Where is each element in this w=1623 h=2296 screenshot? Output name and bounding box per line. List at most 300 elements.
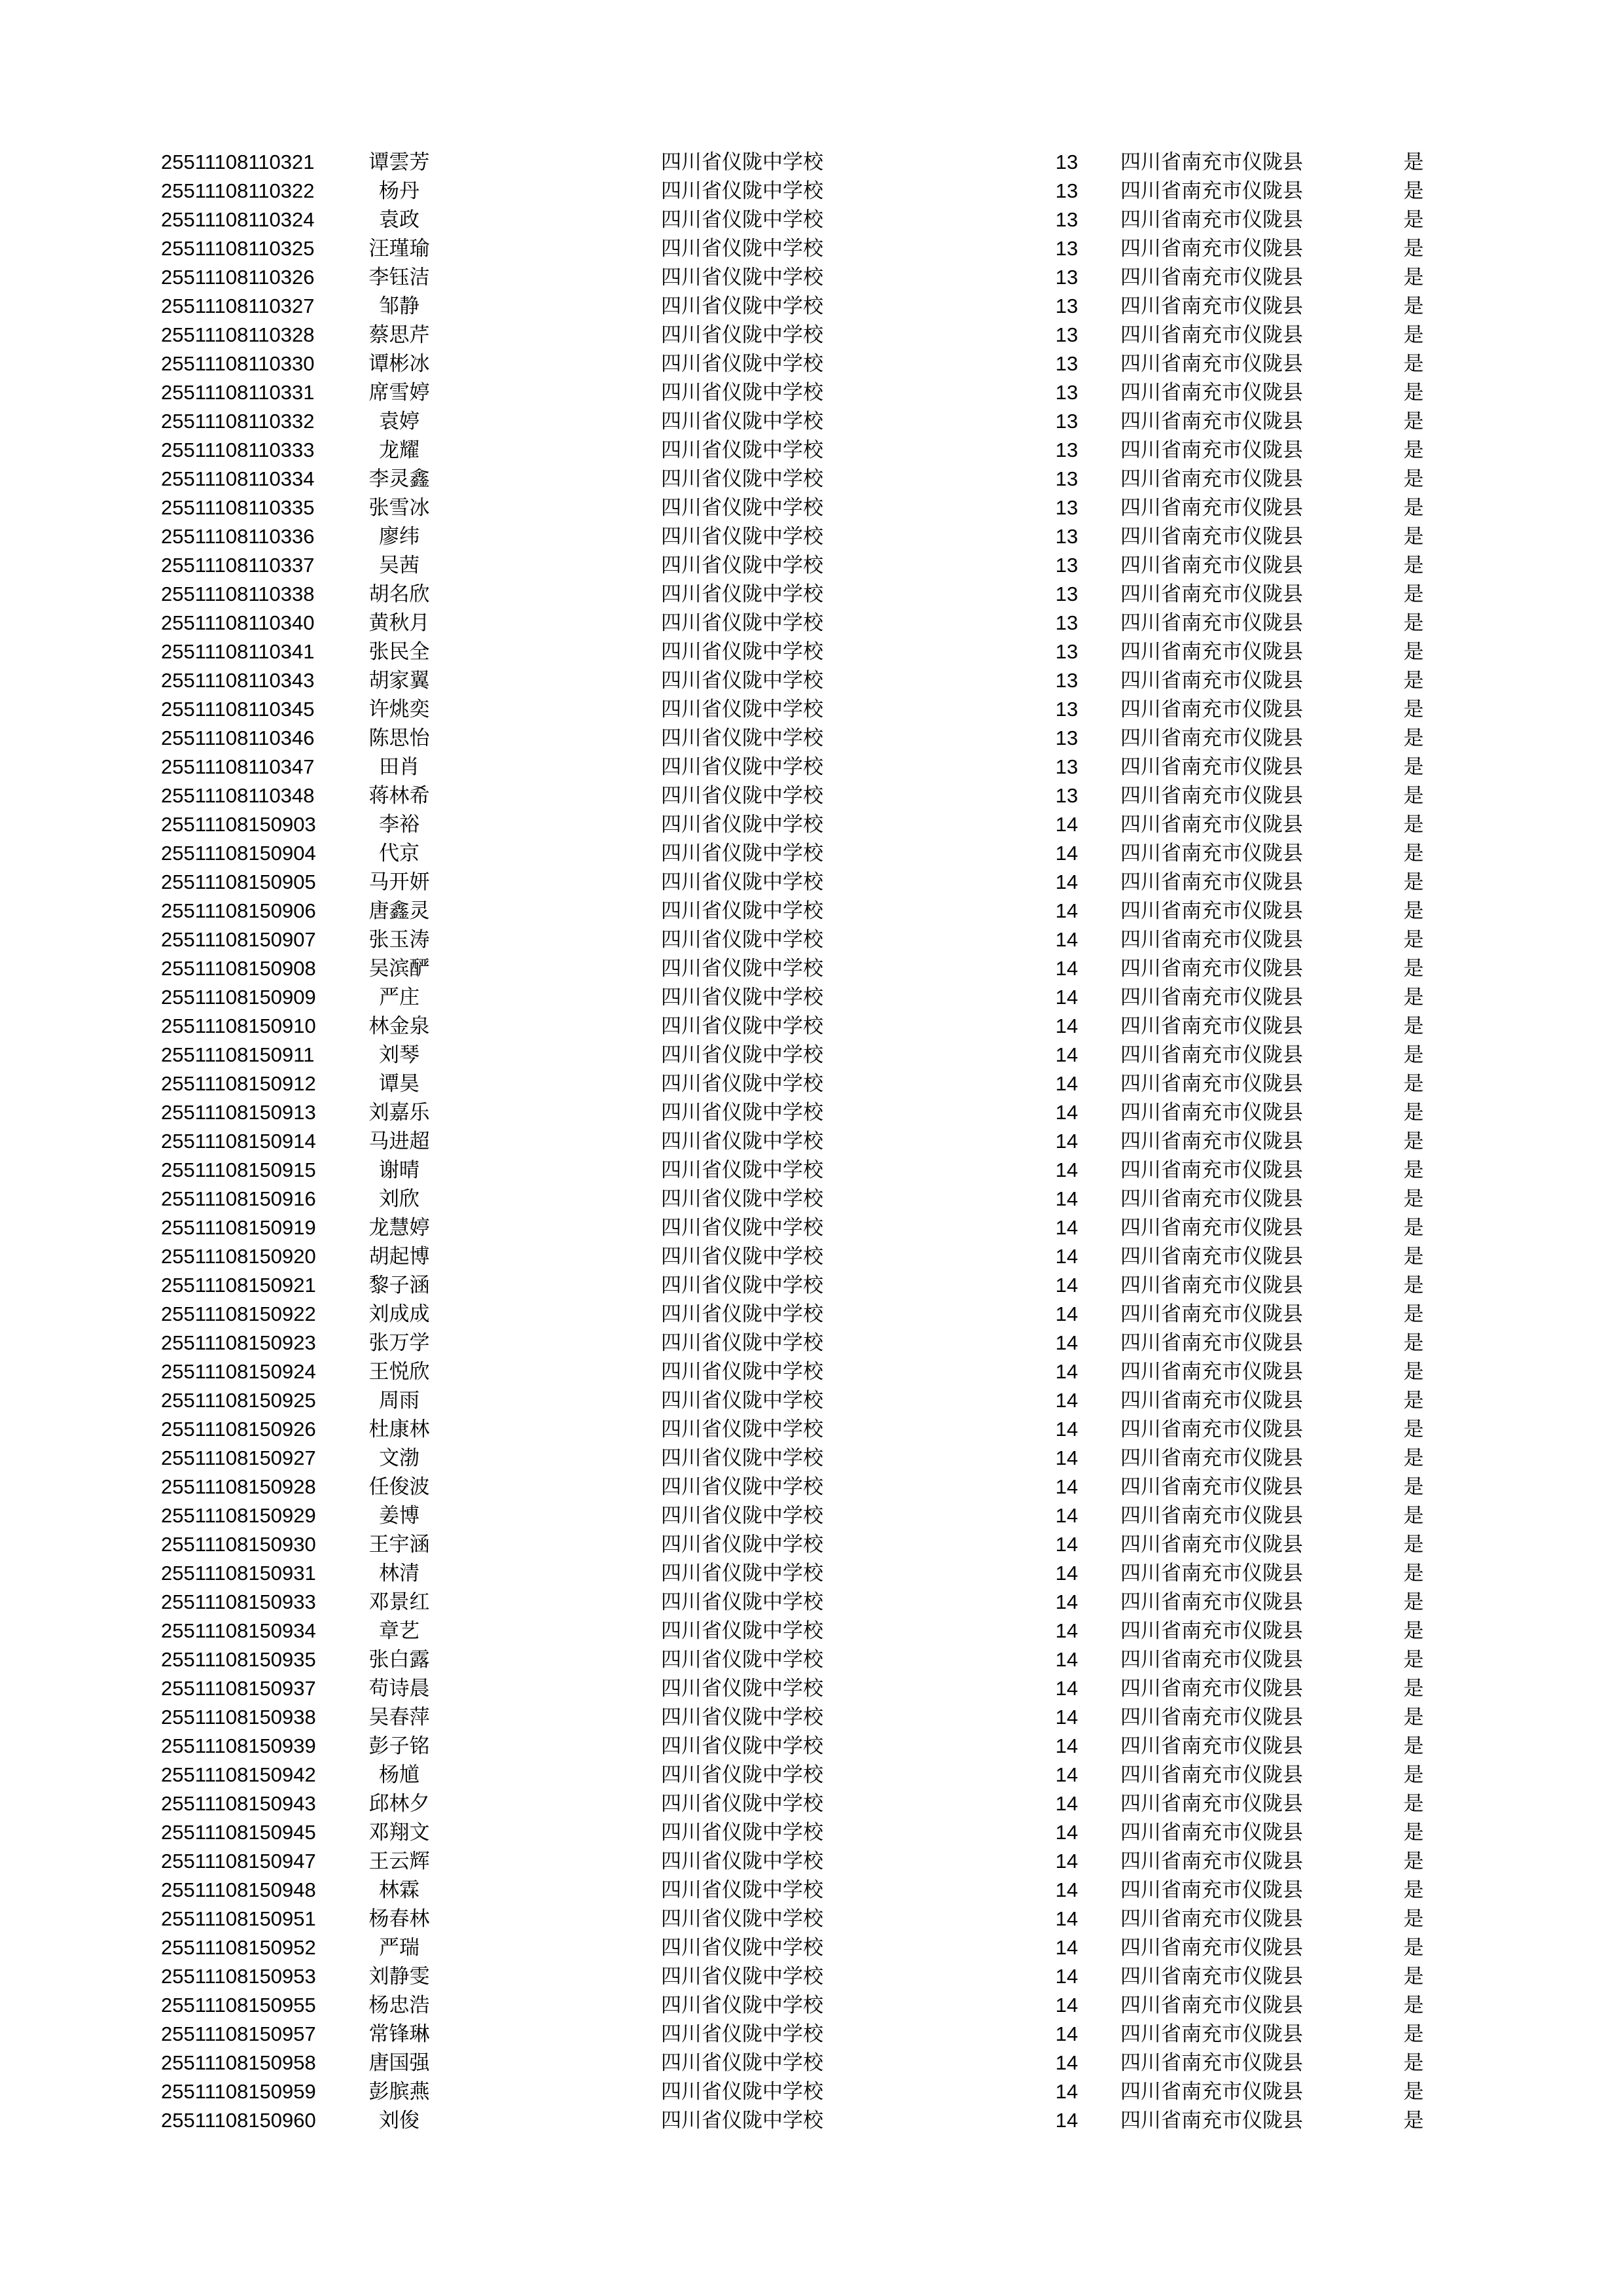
student-name-cell: 蔡思芹	[368, 323, 430, 346]
table-row	[0, 983, 1623, 1012]
table-row	[0, 1761, 1623, 1789]
group-number-cell: 14	[1055, 1763, 1079, 1786]
school-cell: 四川省仪陇中学校	[661, 2080, 823, 2103]
student-name-cell: 姜博	[379, 1504, 419, 1527]
student-name-cell: 邓景红	[368, 1590, 430, 1613]
table-row	[0, 1645, 1623, 1674]
table-row	[0, 407, 1623, 436]
region-cell: 四川省南充市仪陇县	[1120, 323, 1303, 346]
region-cell: 四川省南充市仪陇县	[1120, 1763, 1303, 1786]
group-number-cell: 14	[1055, 1533, 1079, 1556]
student-id-cell: 25511108110325	[161, 237, 315, 260]
group-number-cell: 13	[1055, 410, 1079, 433]
student-id-cell: 25511108110334	[161, 467, 315, 490]
status-cell: 是	[1403, 784, 1424, 807]
school-cell: 四川省仪陇中学校	[661, 1072, 823, 1095]
student-name-cell: 胡家翼	[368, 669, 430, 692]
status-cell: 是	[1403, 1965, 1424, 1988]
student-id-cell: 25511108150909	[161, 986, 316, 1009]
table-row	[0, 2106, 1623, 2135]
group-number-cell: 14	[1055, 813, 1079, 836]
student-name-cell: 胡起博	[368, 1245, 430, 1268]
student-id-cell: 25511108110327	[161, 295, 315, 317]
status-cell: 是	[1403, 1850, 1424, 1873]
group-number-cell: 14	[1055, 986, 1079, 1009]
student-id-cell: 25511108150907	[161, 928, 316, 951]
student-name-cell: 袁政	[379, 208, 419, 231]
student-name-cell: 陈思怡	[368, 726, 430, 749]
table-row	[0, 695, 1623, 724]
student-name-cell: 张民全	[368, 640, 430, 663]
student-id-cell: 25511108150955	[161, 1994, 316, 2017]
student-id-cell: 25511108110322	[161, 179, 315, 202]
group-number-cell: 13	[1055, 525, 1079, 548]
region-cell: 四川省南充市仪陇县	[1120, 1706, 1303, 1729]
student-name-cell: 代京	[379, 842, 419, 865]
school-cell: 四川省仪陇中学校	[661, 237, 823, 260]
region-cell: 四川省南充市仪陇县	[1120, 1821, 1303, 1844]
status-cell: 是	[1403, 151, 1424, 173]
status-cell: 是	[1403, 2080, 1424, 2103]
group-number-cell: 14	[1055, 1994, 1079, 2017]
school-cell: 四川省仪陇中学校	[661, 1619, 823, 1642]
student-name-cell: 谭彬冰	[368, 352, 430, 375]
table-row	[0, 781, 1623, 810]
table-row	[0, 1069, 1623, 1098]
region-cell: 四川省南充市仪陇县	[1120, 1850, 1303, 1873]
student-name-cell: 胡名欣	[368, 583, 430, 605]
table-row	[0, 1041, 1623, 1069]
region-cell: 四川省南充市仪陇县	[1120, 1130, 1303, 1153]
region-cell: 四川省南充市仪陇县	[1120, 439, 1303, 461]
group-number-cell: 14	[1055, 1158, 1079, 1181]
student-id-cell: 25511108150915	[161, 1158, 316, 1181]
group-number-cell: 13	[1055, 611, 1079, 634]
table-row	[0, 1415, 1623, 1444]
table-row	[0, 1617, 1623, 1645]
status-cell: 是	[1403, 640, 1424, 663]
status-cell: 是	[1403, 467, 1424, 490]
school-cell: 四川省仪陇中学校	[661, 151, 823, 173]
table-row	[0, 1732, 1623, 1761]
group-number-cell: 14	[1055, 2051, 1079, 2074]
school-cell: 四川省仪陇中学校	[661, 1590, 823, 1613]
student-name-cell: 吴茜	[379, 554, 419, 577]
region-cell: 四川省南充市仪陇县	[1120, 1245, 1303, 1268]
status-cell: 是	[1403, 2022, 1424, 2045]
student-name-cell: 许烑奕	[368, 698, 430, 721]
school-cell: 四川省仪陇中学校	[661, 410, 823, 433]
status-cell: 是	[1403, 1130, 1424, 1153]
student-id-cell: 25511108150910	[161, 1014, 316, 1037]
school-cell: 四川省仪陇中学校	[661, 1302, 823, 1325]
student-id-cell: 25511108150921	[161, 1274, 316, 1297]
status-cell: 是	[1403, 1994, 1424, 2017]
group-number-cell: 14	[1055, 1821, 1079, 1844]
status-cell: 是	[1403, 439, 1424, 461]
region-cell: 四川省南充市仪陇县	[1120, 1504, 1303, 1527]
school-cell: 四川省仪陇中学校	[661, 1850, 823, 1873]
region-cell: 四川省南充市仪陇县	[1120, 583, 1303, 605]
student-name-cell: 谭雲芳	[368, 151, 430, 173]
student-name-cell: 马开妍	[368, 870, 430, 893]
student-name-cell: 王宇涵	[368, 1533, 430, 1556]
status-cell: 是	[1403, 1734, 1424, 1757]
student-name-cell: 刘琴	[379, 1043, 419, 1066]
student-name-cell: 严瑞	[379, 1936, 419, 1959]
group-number-cell: 13	[1055, 554, 1079, 577]
status-cell: 是	[1403, 1677, 1424, 1700]
student-id-cell: 25511108150930	[161, 1533, 316, 1556]
region-cell: 四川省南充市仪陇县	[1120, 1994, 1303, 2017]
school-cell: 四川省仪陇中学校	[661, 640, 823, 663]
table-row	[0, 1357, 1623, 1386]
group-number-cell: 14	[1055, 1878, 1079, 1901]
student-id-cell: 25511108110346	[161, 726, 315, 749]
student-name-cell: 周雨	[379, 1389, 419, 1412]
school-cell: 四川省仪陇中学校	[661, 1936, 823, 1959]
group-number-cell: 14	[1055, 1792, 1079, 1815]
region-cell: 四川省南充市仪陇县	[1120, 1158, 1303, 1181]
region-cell: 四川省南充市仪陇县	[1120, 467, 1303, 490]
student-id-cell: 25511108110347	[161, 755, 315, 778]
student-id-cell: 25511108150904	[161, 842, 316, 865]
table-row	[0, 1098, 1623, 1127]
table-row	[0, 637, 1623, 666]
table-row	[0, 954, 1623, 983]
status-cell: 是	[1403, 496, 1424, 519]
student-name-cell: 汪瑾瑜	[368, 237, 430, 260]
region-cell: 四川省南充市仪陇县	[1120, 1677, 1303, 1700]
status-cell: 是	[1403, 1187, 1424, 1210]
status-cell: 是	[1403, 381, 1424, 404]
status-cell: 是	[1403, 1590, 1424, 1613]
region-cell: 四川省南充市仪陇县	[1120, 525, 1303, 548]
school-cell: 四川省仪陇中学校	[661, 1734, 823, 1757]
table-row	[0, 1818, 1623, 1847]
student-name-cell: 席雪婷	[368, 381, 430, 404]
student-name-cell: 刘欣	[379, 1187, 419, 1210]
student-name-cell: 杨春林	[368, 1907, 430, 1930]
school-cell: 四川省仪陇中学校	[661, 1677, 823, 1700]
status-cell: 是	[1403, 986, 1424, 1009]
group-number-cell: 13	[1055, 179, 1079, 202]
school-cell: 四川省仪陇中学校	[661, 813, 823, 836]
student-name-cell: 章艺	[379, 1619, 419, 1642]
table-row	[0, 1703, 1623, 1732]
group-number-cell: 14	[1055, 1734, 1079, 1757]
student-name-cell: 黄秋月	[368, 611, 430, 634]
school-cell: 四川省仪陇中学校	[661, 352, 823, 375]
student-name-cell: 张雪冰	[368, 496, 430, 519]
student-name-cell: 廖纬	[379, 525, 419, 548]
school-cell: 四川省仪陇中学校	[661, 554, 823, 577]
student-id-cell: 25511108110335	[161, 496, 315, 519]
student-name-cell: 刘成成	[368, 1302, 430, 1325]
school-cell: 四川省仪陇中学校	[661, 1763, 823, 1786]
student-id-cell: 25511108110336	[161, 525, 315, 548]
student-name-cell: 林金泉	[368, 1014, 430, 1037]
status-cell: 是	[1403, 410, 1424, 433]
school-cell: 四川省仪陇中学校	[661, 899, 823, 922]
student-id-cell: 25511108150911	[161, 1043, 315, 1066]
status-cell: 是	[1403, 208, 1424, 231]
region-cell: 四川省南充市仪陇县	[1120, 237, 1303, 260]
student-name-cell: 马进超	[368, 1130, 430, 1153]
region-cell: 四川省南充市仪陇县	[1120, 1043, 1303, 1066]
school-cell: 四川省仪陇中学校	[661, 1101, 823, 1124]
student-id-cell: 25511108150913	[161, 1101, 316, 1124]
student-id-cell: 25511108110330	[161, 352, 315, 375]
school-cell: 四川省仪陇中学校	[661, 1706, 823, 1729]
student-id-cell: 25511108150953	[161, 1965, 316, 1988]
student-name-cell: 王云辉	[368, 1850, 430, 1873]
region-cell: 四川省南充市仪陇县	[1120, 1878, 1303, 1901]
student-id-cell: 25511108110343	[161, 669, 315, 692]
region-cell: 四川省南充市仪陇县	[1120, 1302, 1303, 1325]
region-cell: 四川省南充市仪陇县	[1120, 899, 1303, 922]
school-cell: 四川省仪陇中学校	[661, 1475, 823, 1498]
school-cell: 四川省仪陇中学校	[661, 2022, 823, 2045]
student-id-cell: 25511108150947	[161, 1850, 316, 1873]
status-cell: 是	[1403, 1014, 1424, 1037]
table-row	[0, 868, 1623, 897]
status-cell: 是	[1403, 1619, 1424, 1642]
school-cell: 四川省仪陇中学校	[661, 1043, 823, 1066]
school-cell: 四川省仪陇中学校	[661, 957, 823, 980]
student-id-cell: 25511108110348	[161, 784, 315, 807]
student-name-cell: 谢晴	[379, 1158, 419, 1181]
student-name-cell: 龙慧婷	[368, 1216, 430, 1239]
group-number-cell: 13	[1055, 151, 1079, 173]
school-cell: 四川省仪陇中学校	[661, 611, 823, 634]
group-number-cell: 13	[1055, 237, 1079, 260]
student-name-cell: 张玉涛	[368, 928, 430, 951]
school-cell: 四川省仪陇中学校	[661, 755, 823, 778]
school-cell: 四川省仪陇中学校	[661, 1216, 823, 1239]
status-cell: 是	[1403, 669, 1424, 692]
table-row	[0, 1329, 1623, 1357]
student-name-cell: 蒋林希	[368, 784, 430, 807]
student-id-cell: 25511108150939	[161, 1734, 316, 1757]
student-name-cell: 杨馗	[379, 1763, 419, 1786]
group-number-cell: 14	[1055, 1331, 1079, 1354]
table-row	[0, 1933, 1623, 1962]
region-cell: 四川省南充市仪陇县	[1120, 1014, 1303, 1037]
region-cell: 四川省南充市仪陇县	[1120, 151, 1303, 173]
school-cell: 四川省仪陇中学校	[661, 1389, 823, 1412]
region-cell: 四川省南充市仪陇县	[1120, 784, 1303, 807]
group-number-cell: 14	[1055, 1850, 1079, 1873]
table-row	[0, 321, 1623, 350]
status-cell: 是	[1403, 1446, 1424, 1469]
table-row	[0, 1012, 1623, 1041]
status-cell: 是	[1403, 1418, 1424, 1441]
group-number-cell: 14	[1055, 1216, 1079, 1239]
student-id-cell: 25511108110333	[161, 439, 315, 461]
student-name-cell: 邹静	[379, 295, 419, 317]
school-cell: 四川省仪陇中学校	[661, 1878, 823, 1901]
table-row	[0, 1876, 1623, 1905]
status-cell: 是	[1403, 928, 1424, 951]
table-row	[0, 609, 1623, 637]
student-id-cell: 25511108150908	[161, 957, 316, 980]
student-name-cell: 彭子铭	[368, 1734, 430, 1757]
region-cell: 四川省南充市仪陇县	[1120, 2051, 1303, 2074]
student-id-cell: 25511108110324	[161, 208, 315, 231]
student-id-cell: 25511108150942	[161, 1763, 316, 1786]
school-cell: 四川省仪陇中学校	[661, 1187, 823, 1210]
region-cell: 四川省南充市仪陇县	[1120, 1360, 1303, 1383]
student-id-cell: 25511108150931	[161, 1562, 316, 1585]
student-name-cell: 任俊波	[368, 1475, 430, 1498]
group-number-cell: 14	[1055, 1446, 1079, 1469]
student-id-cell: 25511108150938	[161, 1706, 316, 1729]
school-cell: 四川省仪陇中学校	[661, 381, 823, 404]
student-name-cell: 吴春萍	[368, 1706, 430, 1729]
group-number-cell: 14	[1055, 1389, 1079, 1412]
group-number-cell: 14	[1055, 2109, 1079, 2132]
school-cell: 四川省仪陇中学校	[661, 1792, 823, 1815]
student-id-cell: 25511108150929	[161, 1504, 316, 1527]
group-number-cell: 13	[1055, 784, 1079, 807]
table-row	[0, 148, 1623, 177]
school-cell: 四川省仪陇中学校	[661, 1504, 823, 1527]
status-cell: 是	[1403, 266, 1424, 289]
table-row	[0, 2077, 1623, 2106]
table-row	[0, 1156, 1623, 1185]
group-number-cell: 14	[1055, 1187, 1079, 1210]
table-row	[0, 522, 1623, 551]
group-number-cell: 14	[1055, 1130, 1079, 1153]
school-cell: 四川省仪陇中学校	[661, 583, 823, 605]
table-row	[0, 2049, 1623, 2077]
status-cell: 是	[1403, 957, 1424, 980]
group-number-cell: 14	[1055, 1619, 1079, 1642]
table-row	[0, 580, 1623, 609]
school-cell: 四川省仪陇中学校	[661, 698, 823, 721]
student-id-cell: 25511108150923	[161, 1331, 316, 1354]
table-row	[0, 378, 1623, 407]
school-cell: 四川省仪陇中学校	[661, 1533, 823, 1556]
region-cell: 四川省南充市仪陇县	[1120, 554, 1303, 577]
school-cell: 四川省仪陇中学校	[661, 986, 823, 1009]
group-number-cell: 13	[1055, 381, 1079, 404]
region-cell: 四川省南充市仪陇县	[1120, 842, 1303, 865]
status-cell: 是	[1403, 1302, 1424, 1325]
student-id-cell: 25511108150959	[161, 2080, 316, 2103]
student-name-cell: 张万学	[368, 1331, 430, 1354]
group-number-cell: 13	[1055, 439, 1079, 461]
group-number-cell: 14	[1055, 1562, 1079, 1585]
region-cell: 四川省南充市仪陇县	[1120, 1590, 1303, 1613]
status-cell: 是	[1403, 1360, 1424, 1383]
status-cell: 是	[1403, 2051, 1424, 2074]
school-cell: 四川省仪陇中学校	[661, 842, 823, 865]
region-cell: 四川省南充市仪陇县	[1120, 1648, 1303, 1671]
student-id-cell: 25511108150914	[161, 1130, 316, 1153]
status-cell: 是	[1403, 1792, 1424, 1815]
student-name-cell: 田肖	[379, 755, 419, 778]
region-cell: 四川省南充市仪陇县	[1120, 1446, 1303, 1469]
school-cell: 四川省仪陇中学校	[661, 784, 823, 807]
student-id-cell: 25511108150903	[161, 813, 316, 836]
status-cell: 是	[1403, 726, 1424, 749]
school-cell: 四川省仪陇中学校	[661, 1446, 823, 1469]
school-cell: 四川省仪陇中学校	[661, 1562, 823, 1585]
school-cell: 四川省仪陇中学校	[661, 870, 823, 893]
region-cell: 四川省南充市仪陇县	[1120, 179, 1303, 202]
status-cell: 是	[1403, 295, 1424, 317]
student-id-cell: 25511108150945	[161, 1821, 316, 1844]
student-name-cell: 严庄	[379, 986, 419, 1009]
student-name-cell: 杨忠浩	[368, 1994, 430, 2017]
region-cell: 四川省南充市仪陇县	[1120, 1475, 1303, 1498]
region-cell: 四川省南充市仪陇县	[1120, 2109, 1303, 2132]
table-row	[0, 1501, 1623, 1530]
student-name-cell: 唐国强	[368, 2051, 430, 2074]
status-cell: 是	[1403, 1648, 1424, 1671]
student-name-cell: 林霖	[379, 1878, 419, 1901]
region-cell: 四川省南充市仪陇县	[1120, 1331, 1303, 1354]
student-id-cell: 25511108150922	[161, 1302, 316, 1325]
group-number-cell: 14	[1055, 2022, 1079, 2045]
student-name-cell: 苟诗晨	[368, 1677, 430, 1700]
table-row	[0, 810, 1623, 839]
group-number-cell: 14	[1055, 899, 1079, 922]
status-cell: 是	[1403, 1878, 1424, 1901]
table-row	[0, 1789, 1623, 1818]
student-name-cell: 林清	[379, 1562, 419, 1585]
school-cell: 四川省仪陇中学校	[661, 1130, 823, 1153]
status-cell: 是	[1403, 1072, 1424, 1095]
group-number-cell: 14	[1055, 1936, 1079, 1959]
status-cell: 是	[1403, 323, 1424, 346]
school-cell: 四川省仪陇中学校	[661, 467, 823, 490]
table-row	[0, 1213, 1623, 1242]
table-row	[0, 206, 1623, 234]
status-cell: 是	[1403, 1504, 1424, 1527]
student-id-cell: 25511108150952	[161, 1936, 316, 1959]
student-id-cell: 25511108150928	[161, 1475, 316, 1498]
table-row	[0, 551, 1623, 580]
student-name-cell: 王悦欣	[368, 1360, 430, 1383]
school-cell: 四川省仪陇中学校	[661, 295, 823, 317]
status-cell: 是	[1403, 899, 1424, 922]
status-cell: 是	[1403, 611, 1424, 634]
student-name-cell: 邓翔文	[368, 1821, 430, 1844]
status-cell: 是	[1403, 1216, 1424, 1239]
status-cell: 是	[1403, 525, 1424, 548]
region-cell: 四川省南充市仪陇县	[1120, 669, 1303, 692]
group-number-cell: 13	[1055, 755, 1079, 778]
status-cell: 是	[1403, 755, 1424, 778]
region-cell: 四川省南充市仪陇县	[1120, 755, 1303, 778]
school-cell: 四川省仪陇中学校	[661, 439, 823, 461]
group-number-cell: 13	[1055, 496, 1079, 519]
status-cell: 是	[1403, 2109, 1424, 2132]
status-cell: 是	[1403, 1763, 1424, 1786]
student-name-cell: 谭昊	[379, 1072, 419, 1095]
student-id-cell: 25511108150906	[161, 899, 316, 922]
school-cell: 四川省仪陇中学校	[661, 1158, 823, 1181]
table-row	[0, 1674, 1623, 1703]
region-cell: 四川省南充市仪陇县	[1120, 2022, 1303, 2045]
table-row	[0, 1588, 1623, 1617]
student-id-cell: 25511108150957	[161, 2022, 316, 2045]
region-cell: 四川省南充市仪陇县	[1120, 870, 1303, 893]
student-id-cell: 25511108150958	[161, 2051, 316, 2074]
